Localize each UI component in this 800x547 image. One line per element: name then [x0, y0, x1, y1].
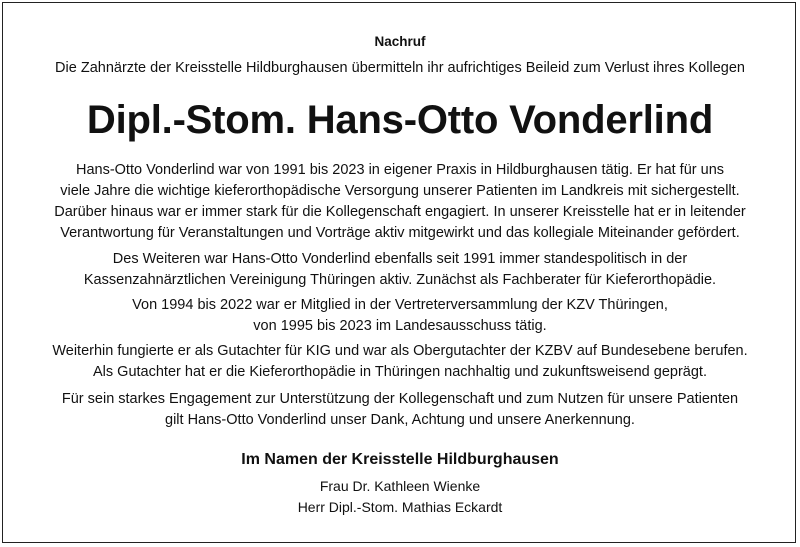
- paragraph-line: Hans-Otto Vonderlind war von 1991 bis 2023 in eigener Praxis in Hildburghausen tätig. Er hat für uns: [75, 162, 725, 178]
- paragraph-line: gilt Hans-Otto Vonderlind unser Dank, Achtung und unsere Anerkennung.: [165, 412, 635, 428]
- paragraph-line: Kassenzahnärztlichen Vereinigung Thüringen aktiv. Zunächst als Fachberater für Kieferorthopädie.: [83, 272, 717, 288]
- deceased-name: Dipl.-Stom. Hans-Otto Vonderlind: [86, 98, 714, 142]
- paragraph-line: Als Gutachter hat er die Kieferorthopädie in Thüringen nachhaltig und zukunftsweisend geprägt.: [93, 364, 707, 380]
- paragraph-membership: [20, 295, 780, 337]
- paragraph-thanks: [20, 389, 780, 431]
- paragraph-line: Weiterhin fungierte er als Gutachter für KIG und war als Obergutachter der KZBV auf Bundesebene berufen.: [52, 343, 748, 359]
- paragraph-line: viele Jahre die wichtige kieferorthopädische Versorgung unserer Patienten im Landkreis mit sichergestellt.: [60, 183, 740, 199]
- paragraph-line: Des Weiteren war Hans-Otto Vonderlind ebenfalls seit 1991 immer standespolitisch in der: [112, 251, 688, 267]
- notice-kicker: Nachruf: [374, 34, 426, 49]
- notice-intro: Die Zahnärzte der Kreisstelle Hildburghausen übermitteln ihr aufrichtiges Beileid zum Verlust ihres Kollegen: [55, 60, 745, 76]
- paragraph-line: Darüber hinaus war er immer stark für die Kollegenschaft engagiert. In unserer Kreisstelle hat er in leitender: [54, 204, 746, 220]
- paragraph-line: von 1995 bis 2023 im Landesausschuss tätig.: [253, 318, 547, 334]
- paragraph-line: Für sein starkes Engagement zur Unterstützung der Kollegenschaft und zum Nutzen für unsere Patienten: [61, 391, 739, 407]
- paragraph-expert: [20, 341, 780, 383]
- paragraph-line: Verantwortung für Veranstaltungen und Vorträge aktiv mitgewirkt und das kollegiale Miteinander gefördert.: [60, 225, 740, 241]
- signer-name: Frau Dr. Kathleen Wienke: [319, 478, 481, 494]
- signature-heading: Im Namen der Kreisstelle Hildburghausen: [241, 451, 559, 468]
- signature-names: [0, 476, 800, 518]
- paragraph-career: [20, 160, 780, 244]
- paragraph-politics: [20, 249, 780, 291]
- paragraph-line: Von 1994 bis 2022 war er Mitglied in der Vertreterversammlung der KZV Thüringen,: [132, 297, 668, 313]
- signer-name: Herr Dipl.-Stom. Mathias Eckardt: [297, 499, 503, 515]
